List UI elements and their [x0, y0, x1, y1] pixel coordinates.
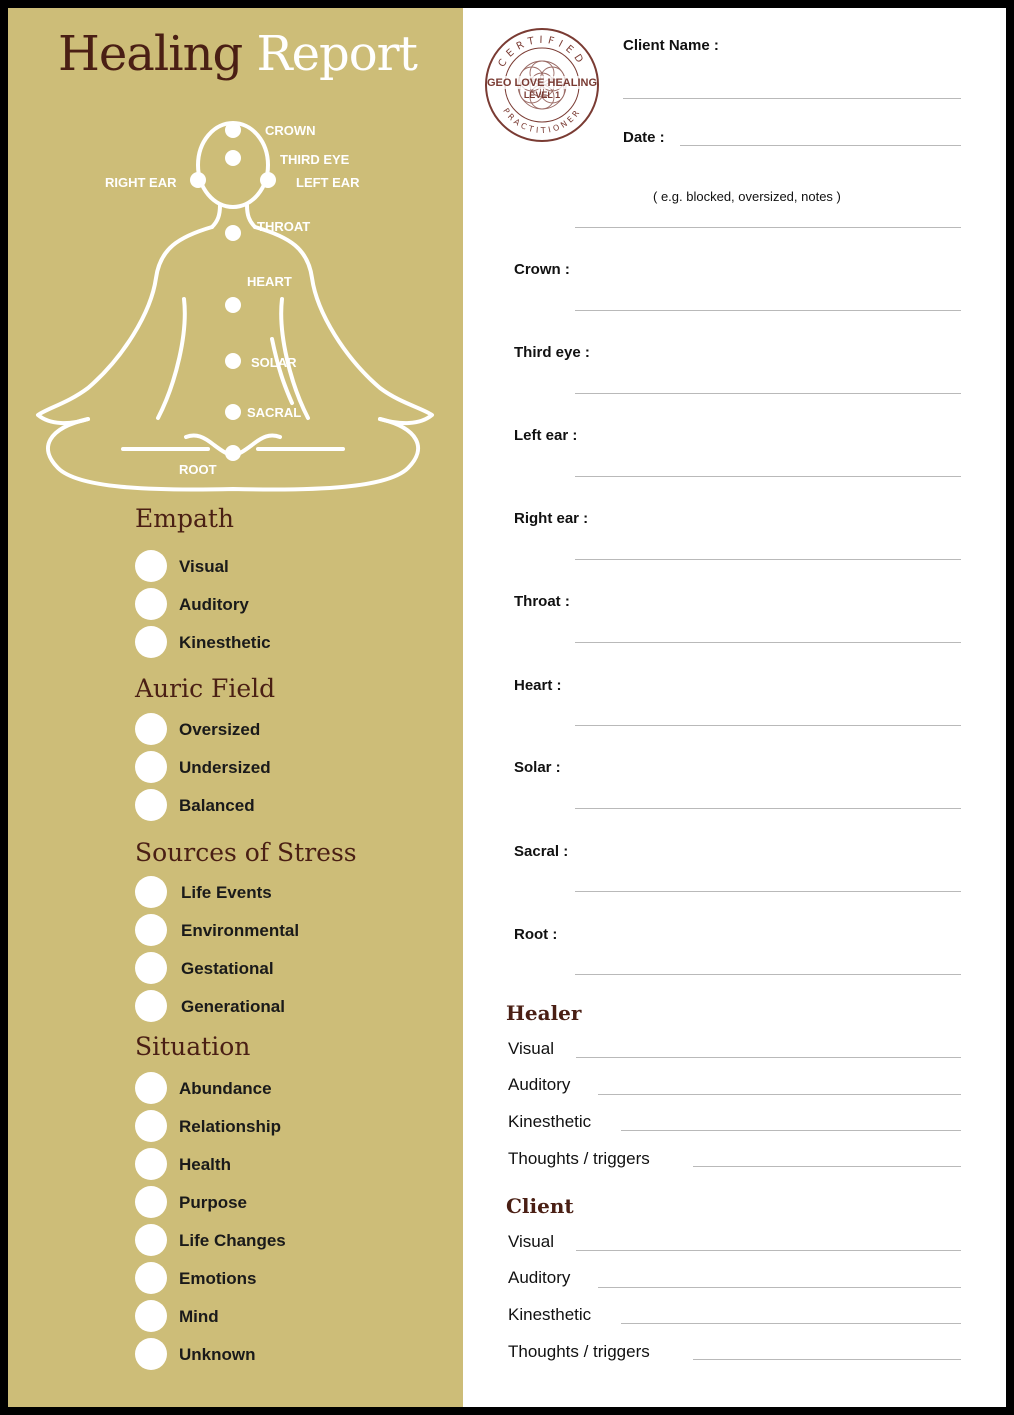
- stress-option-generational[interactable]: Generational: [135, 990, 435, 1022]
- svg-text:GEO LOVE HEALING: GEO LOVE HEALING: [486, 77, 598, 89]
- report-page: [8, 8, 1006, 1407]
- healer-heading: Healer: [506, 1001, 582, 1025]
- solar-field[interactable]: [575, 808, 961, 809]
- chakra-label-third-eye: THIRD EYE: [280, 152, 350, 167]
- stress-option-gestational[interactable]: Gestational: [135, 952, 435, 984]
- stress-option-environmental[interactable]: Environmental: [135, 914, 435, 946]
- stress-heading: Sources of Stress: [135, 838, 357, 867]
- chakra-label-right-ear: RIGHT EAR: [105, 175, 177, 190]
- auric-option-undersized[interactable]: Undersized: [135, 751, 435, 783]
- empath-option-visual[interactable]: Visual: [135, 550, 435, 582]
- situation-option-mind[interactable]: Mind: [135, 1300, 435, 1332]
- healer-kinesthetic-field[interactable]: [621, 1130, 961, 1131]
- right-ear-label: Right ear :: [514, 510, 589, 527]
- stress-option-life-events[interactable]: Life Events: [135, 876, 435, 908]
- situation-heading: Situation: [135, 1032, 251, 1061]
- chakra-label-solar: SOLAR: [251, 355, 297, 370]
- healer-auditory-label: Auditory: [508, 1075, 571, 1094]
- root-field[interactable]: [575, 974, 961, 975]
- solar-label: Solar :: [514, 759, 561, 776]
- root-label: Root :: [514, 926, 558, 943]
- client-name-field[interactable]: [623, 98, 961, 99]
- crown-label: Crown :: [514, 261, 570, 278]
- title-healing: Healing: [58, 26, 243, 82]
- situation-option-emotions[interactable]: Emotions: [135, 1262, 435, 1294]
- checkbox-circle[interactable]: [135, 588, 167, 620]
- checkbox-circle[interactable]: [135, 713, 167, 745]
- client-name-label: Client Name :: [623, 37, 719, 54]
- client-heading: Client: [506, 1194, 574, 1218]
- left-ear-field[interactable]: [575, 476, 961, 477]
- client-visual-field[interactable]: [576, 1250, 961, 1251]
- right-panel: [463, 8, 1006, 1407]
- empath-option-auditory[interactable]: Auditory: [135, 588, 435, 620]
- checkbox-circle[interactable]: [135, 1148, 167, 1180]
- svg-text:PRACTITIONER: PRACTITIONER: [501, 106, 583, 136]
- sacral-field[interactable]: [575, 891, 961, 892]
- right-ear-field[interactable]: [575, 559, 961, 560]
- situation-option-life-changes[interactable]: Life Changes: [135, 1224, 435, 1256]
- checkbox-circle[interactable]: [135, 1072, 167, 1104]
- svg-text:LEVEL 1: LEVEL 1: [523, 90, 561, 100]
- checkbox-circle[interactable]: [135, 626, 167, 658]
- date-label: Date :: [623, 129, 665, 146]
- page-title: [58, 26, 417, 82]
- checkbox-circle[interactable]: [135, 990, 167, 1022]
- auric-option-balanced[interactable]: Balanced: [135, 789, 435, 821]
- throat-field[interactable]: [575, 642, 961, 643]
- client-thoughts-label: Thoughts / triggers: [508, 1342, 650, 1361]
- checkbox-circle[interactable]: [135, 751, 167, 783]
- checkbox-circle[interactable]: [135, 1262, 167, 1294]
- checkbox-circle[interactable]: [135, 876, 167, 908]
- third-eye-field[interactable]: [575, 393, 961, 394]
- left-ear-label: Left ear :: [514, 427, 578, 444]
- chakra-label-throat: THROAT: [257, 219, 311, 234]
- client-auditory-label: Auditory: [508, 1268, 571, 1287]
- svg-text:CERTIFIED: CERTIFIED: [496, 34, 588, 70]
- left-panel: [8, 8, 463, 1407]
- checkbox-circle[interactable]: [135, 789, 167, 821]
- chakra-label-crown: CROWN: [265, 123, 316, 138]
- sacral-label: Sacral :: [514, 843, 569, 860]
- situation-option-health[interactable]: Health: [135, 1148, 435, 1180]
- chakra-label-left-ear: LEFT EAR: [296, 175, 360, 190]
- healer-visual-label: Visual: [508, 1039, 554, 1058]
- third-eye-label: Third eye :: [514, 344, 590, 361]
- checkbox-circle[interactable]: [135, 952, 167, 984]
- empath-option-kinesthetic[interactable]: Kinesthetic: [135, 626, 435, 658]
- client-auditory-field[interactable]: [598, 1287, 961, 1288]
- checkbox-circle[interactable]: [135, 914, 167, 946]
- healer-auditory-field[interactable]: [598, 1094, 961, 1095]
- checkbox-circle[interactable]: [135, 1110, 167, 1142]
- situation-option-relationship[interactable]: Relationship: [135, 1110, 435, 1142]
- certified-practitioner-seal-icon: [483, 26, 601, 144]
- auric-field-heading: Auric Field: [135, 674, 276, 703]
- client-kinesthetic-field[interactable]: [621, 1323, 961, 1324]
- client-visual-label: Visual: [508, 1232, 554, 1251]
- client-kinesthetic-label: Kinesthetic: [508, 1305, 592, 1324]
- healer-kinesthetic-label: Kinesthetic: [508, 1112, 592, 1131]
- chakra-label-root: ROOT: [179, 462, 217, 477]
- heart-label: Heart :: [514, 677, 562, 694]
- situation-option-purpose[interactable]: Purpose: [135, 1186, 435, 1218]
- healer-thoughts-field[interactable]: [693, 1166, 961, 1167]
- heart-field[interactable]: [575, 725, 961, 726]
- title-report: Report: [256, 26, 417, 82]
- situation-option-unknown[interactable]: Unknown: [135, 1338, 435, 1370]
- checkbox-circle[interactable]: [135, 1224, 167, 1256]
- date-field[interactable]: [680, 145, 961, 146]
- auric-option-oversized[interactable]: Oversized: [135, 713, 435, 745]
- meditation-figure: [8, 103, 463, 503]
- checkbox-circle[interactable]: [135, 550, 167, 582]
- meditating-body-icon: [8, 103, 463, 503]
- crown-field[interactable]: [575, 310, 961, 311]
- healer-visual-field[interactable]: [576, 1057, 961, 1058]
- notes-hint: ( e.g. blocked, oversized, notes ): [653, 189, 841, 204]
- checkbox-circle[interactable]: [135, 1300, 167, 1332]
- throat-label: Throat :: [514, 593, 570, 610]
- situation-option-abundance[interactable]: Abundance: [135, 1072, 435, 1104]
- checkbox-circle[interactable]: [135, 1338, 167, 1370]
- client-thoughts-field[interactable]: [693, 1359, 961, 1360]
- chakra-label-heart: HEART: [247, 274, 292, 289]
- chakra-label-sacral: SACRAL: [247, 405, 302, 420]
- checkbox-circle[interactable]: [135, 1186, 167, 1218]
- empath-heading: Empath: [135, 504, 235, 533]
- healer-thoughts-label: Thoughts / triggers: [508, 1149, 650, 1168]
- notes-line[interactable]: [575, 227, 961, 228]
